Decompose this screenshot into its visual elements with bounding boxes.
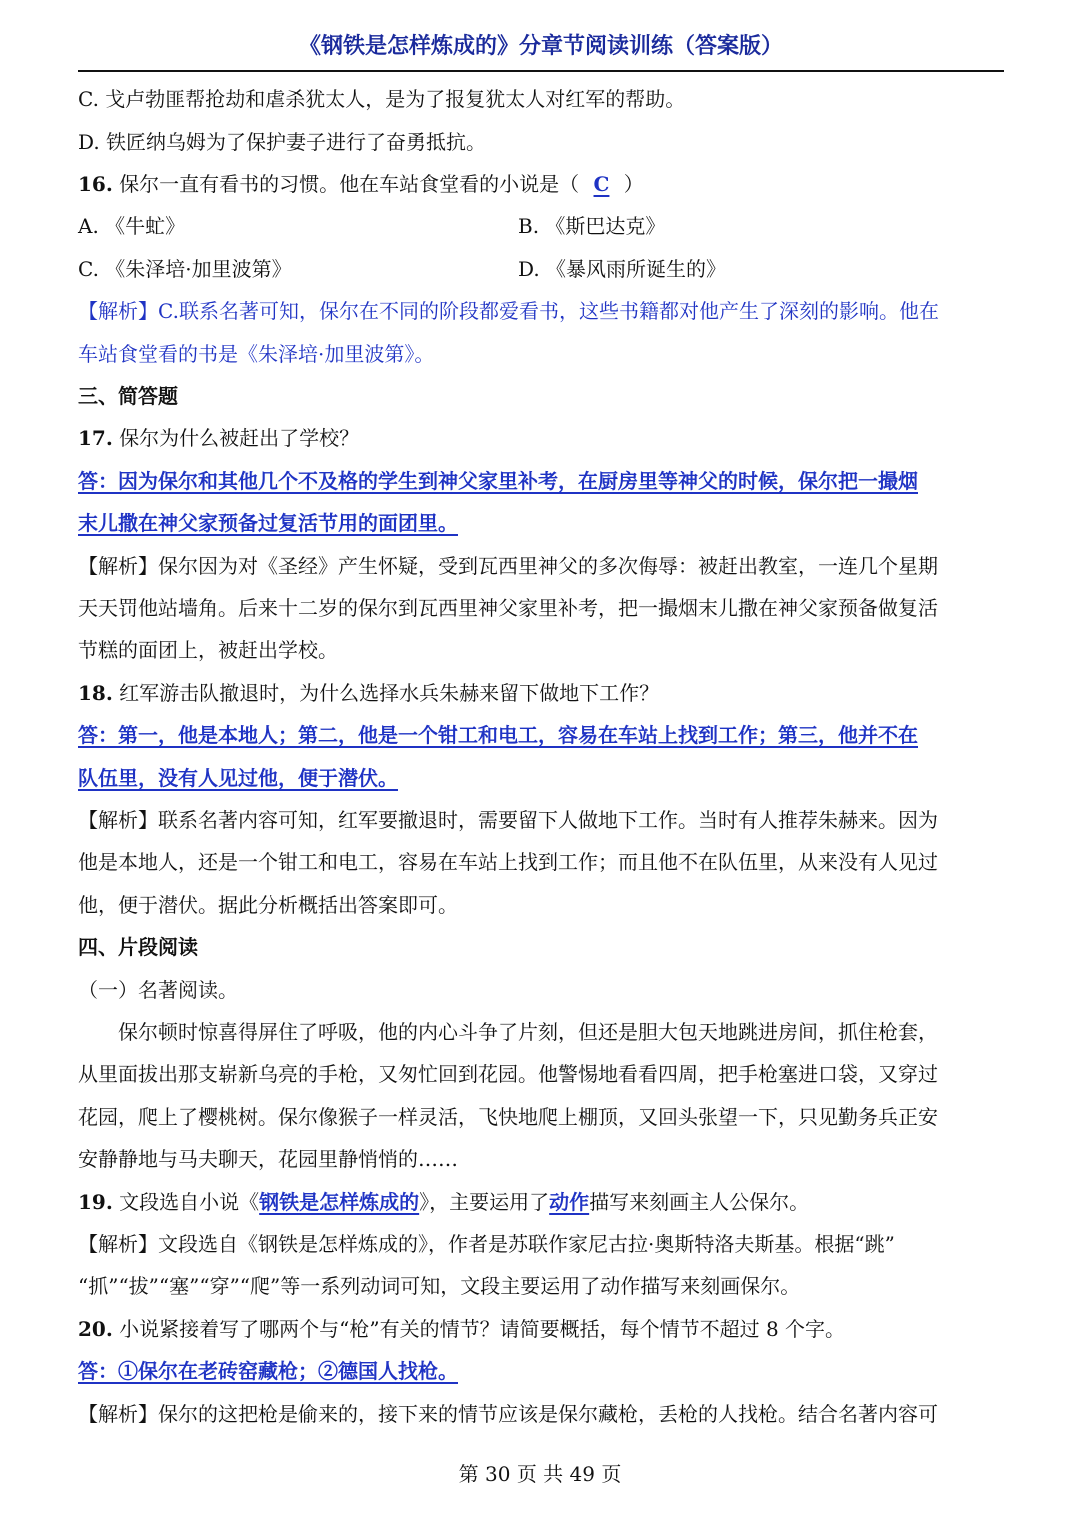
options-row-1 (78, 211, 1004, 241)
subsection-heading: （一）名著阅读。 (78, 978, 238, 1002)
analysis-17-line2: 天天罚他站墙角。后来十二岁的保尔到瓦西里神父家里补考，把一撮烟末儿撒在神父家预备做复活 (78, 596, 938, 620)
answer-18-line1: 答：第一，他是本地人；第二，他是一个钳工和电工，容易在车站上找到工作；第三，他并不在 (78, 723, 918, 747)
question-number: 16. (78, 172, 113, 196)
analysis-18-line1: 【解析】联系名著内容可知，红军要撤退时，需要留下人做地下工作。当时有人推荐朱赫来。因为 (78, 808, 938, 832)
question-text: 保尔一直有看书的习惯。他在车站食堂看的小说是（ (119, 172, 580, 196)
option-a: A. 《牛虻》 (78, 214, 186, 238)
options-row-2 (78, 254, 1004, 284)
analysis-20-line1: 【解析】保尔的这把枪是偷来的，接下来的情节应该是保尔藏枪，丢枪的人找枪。结合名著内容可 (78, 1402, 938, 1426)
page-footer: 第 30 页 共 49 页 (458, 1462, 622, 1486)
option-d-q15: D. 铁匠纳乌姆为了保护妻子进行了奋勇抵抗。 (78, 130, 487, 154)
passage-line3: 花园，爬上了樱桃树。保尔像猴子一样灵活，飞快地爬上棚顶，又回头张望一下，只见勤务兵正安 (78, 1105, 938, 1129)
analysis-19-line2: “抓”“拔”“塞”“穿”“爬”等一系列动词可知，文段主要运用了动作描写来刻画保尔。 (78, 1274, 801, 1298)
question-text-c: 描写来刻画主人公保尔。 (589, 1190, 810, 1214)
question-text-a: 文段选自小说《 (119, 1190, 260, 1214)
option-d: D. 《暴风雨所诞生的》 (518, 257, 727, 281)
answer-18-line2: 队伍里，没有人见过他，便于潜伏。 (78, 766, 398, 790)
section-heading-4: 四、片段阅读 (78, 935, 198, 959)
option-b: B. 《斯巴达克》 (518, 214, 666, 238)
question-18 (78, 678, 1004, 708)
analysis-17-line1: 【解析】保尔因为对《圣经》产生怀疑，受到瓦西里神父的多次侮辱：被赶出教室，一连几个星期 (78, 554, 938, 578)
passage-line1: 保尔顿时惊喜得屏住了呼吸，他的内心斗争了片刻，但还是胆大包天地跳进房间，抓住枪套， (118, 1020, 938, 1044)
analysis-17-line3: 节糕的面团上，被赶出学校。 (78, 638, 338, 662)
question-text: 小说紧接着写了哪两个与“枪”有关的情节？请简要概括，每个情节不超过 8 个字。 (119, 1317, 846, 1341)
question-close: ） (623, 172, 644, 196)
page-header: 《钢铁是怎样炼成的》分章节阅读训练（答案版） (78, 30, 1004, 72)
question-text: 保尔为什么被赶出了学校？ (119, 426, 360, 450)
answer-blank-2: 动作 (549, 1190, 590, 1214)
analysis-16-line2: 车站食堂看的书是《朱泽培·加里波第》。 (78, 342, 435, 366)
analysis-18-line3: 他，便于潜伏。据此分析概括出答案即可。 (78, 893, 458, 917)
option-c-q15: C. 戈卢勃匪帮抢劫和虐杀犹太人，是为了报复犹太人对红军的帮助。 (78, 87, 686, 111)
answer-17-line1: 答：因为保尔和其他几个不及格的学生到神父家里补考，在厨房里等神父的时候，保尔把一撮烟 (78, 469, 918, 493)
question-number: 20. (78, 1317, 113, 1341)
passage-line4: 安静静地与马夫聊天，花园里静悄悄的…… (78, 1147, 458, 1171)
analysis-18-line2: 他是本地人，还是一个钳工和电工，容易在车站上找到工作；而且他不在队伍里，从来没有人见过 (78, 850, 938, 874)
question-number: 17. (78, 426, 113, 450)
question-16 (78, 169, 1004, 199)
analysis-16-line1: 【解析】C.联系名著可知，保尔在不同的阶段都爱看书，这些书籍都对他产生了深刻的影响。他在 (78, 299, 939, 323)
analysis-19-line1: 【解析】文段选自《钢铁是怎样炼成的》，作者是苏联作家尼古拉·奥斯特洛夫斯基。根据“跳” (78, 1232, 895, 1256)
section-heading-3: 三、简答题 (78, 384, 178, 408)
passage-line2: 从里面拔出那支崭新乌亮的手枪，又匆忙回到花园。他警惕地看看四周，把手枪塞进口袋，又穿过 (78, 1062, 938, 1086)
question-17 (78, 423, 1004, 453)
answer-blank-1: 钢铁是怎样炼成的 (259, 1190, 420, 1214)
question-20 (78, 1314, 1004, 1344)
question-number: 18. (78, 681, 113, 705)
question-text-b: 》，主要运用了 (419, 1190, 550, 1214)
question-19 (78, 1187, 1004, 1217)
answer-20: 答：①保尔在老砖窑藏枪；②德国人找枪。 (78, 1359, 458, 1383)
option-c: C. 《朱泽培·加里波第》 (78, 257, 292, 281)
answer-17-line2: 末儿撒在神父家预备过复活节用的面团里。 (78, 511, 458, 535)
question-number: 19. (78, 1190, 113, 1214)
answer-choice: C (593, 172, 610, 196)
question-text: 红军游击队撤退时，为什么选择水兵朱赫来留下做地下工作？ (119, 681, 660, 705)
